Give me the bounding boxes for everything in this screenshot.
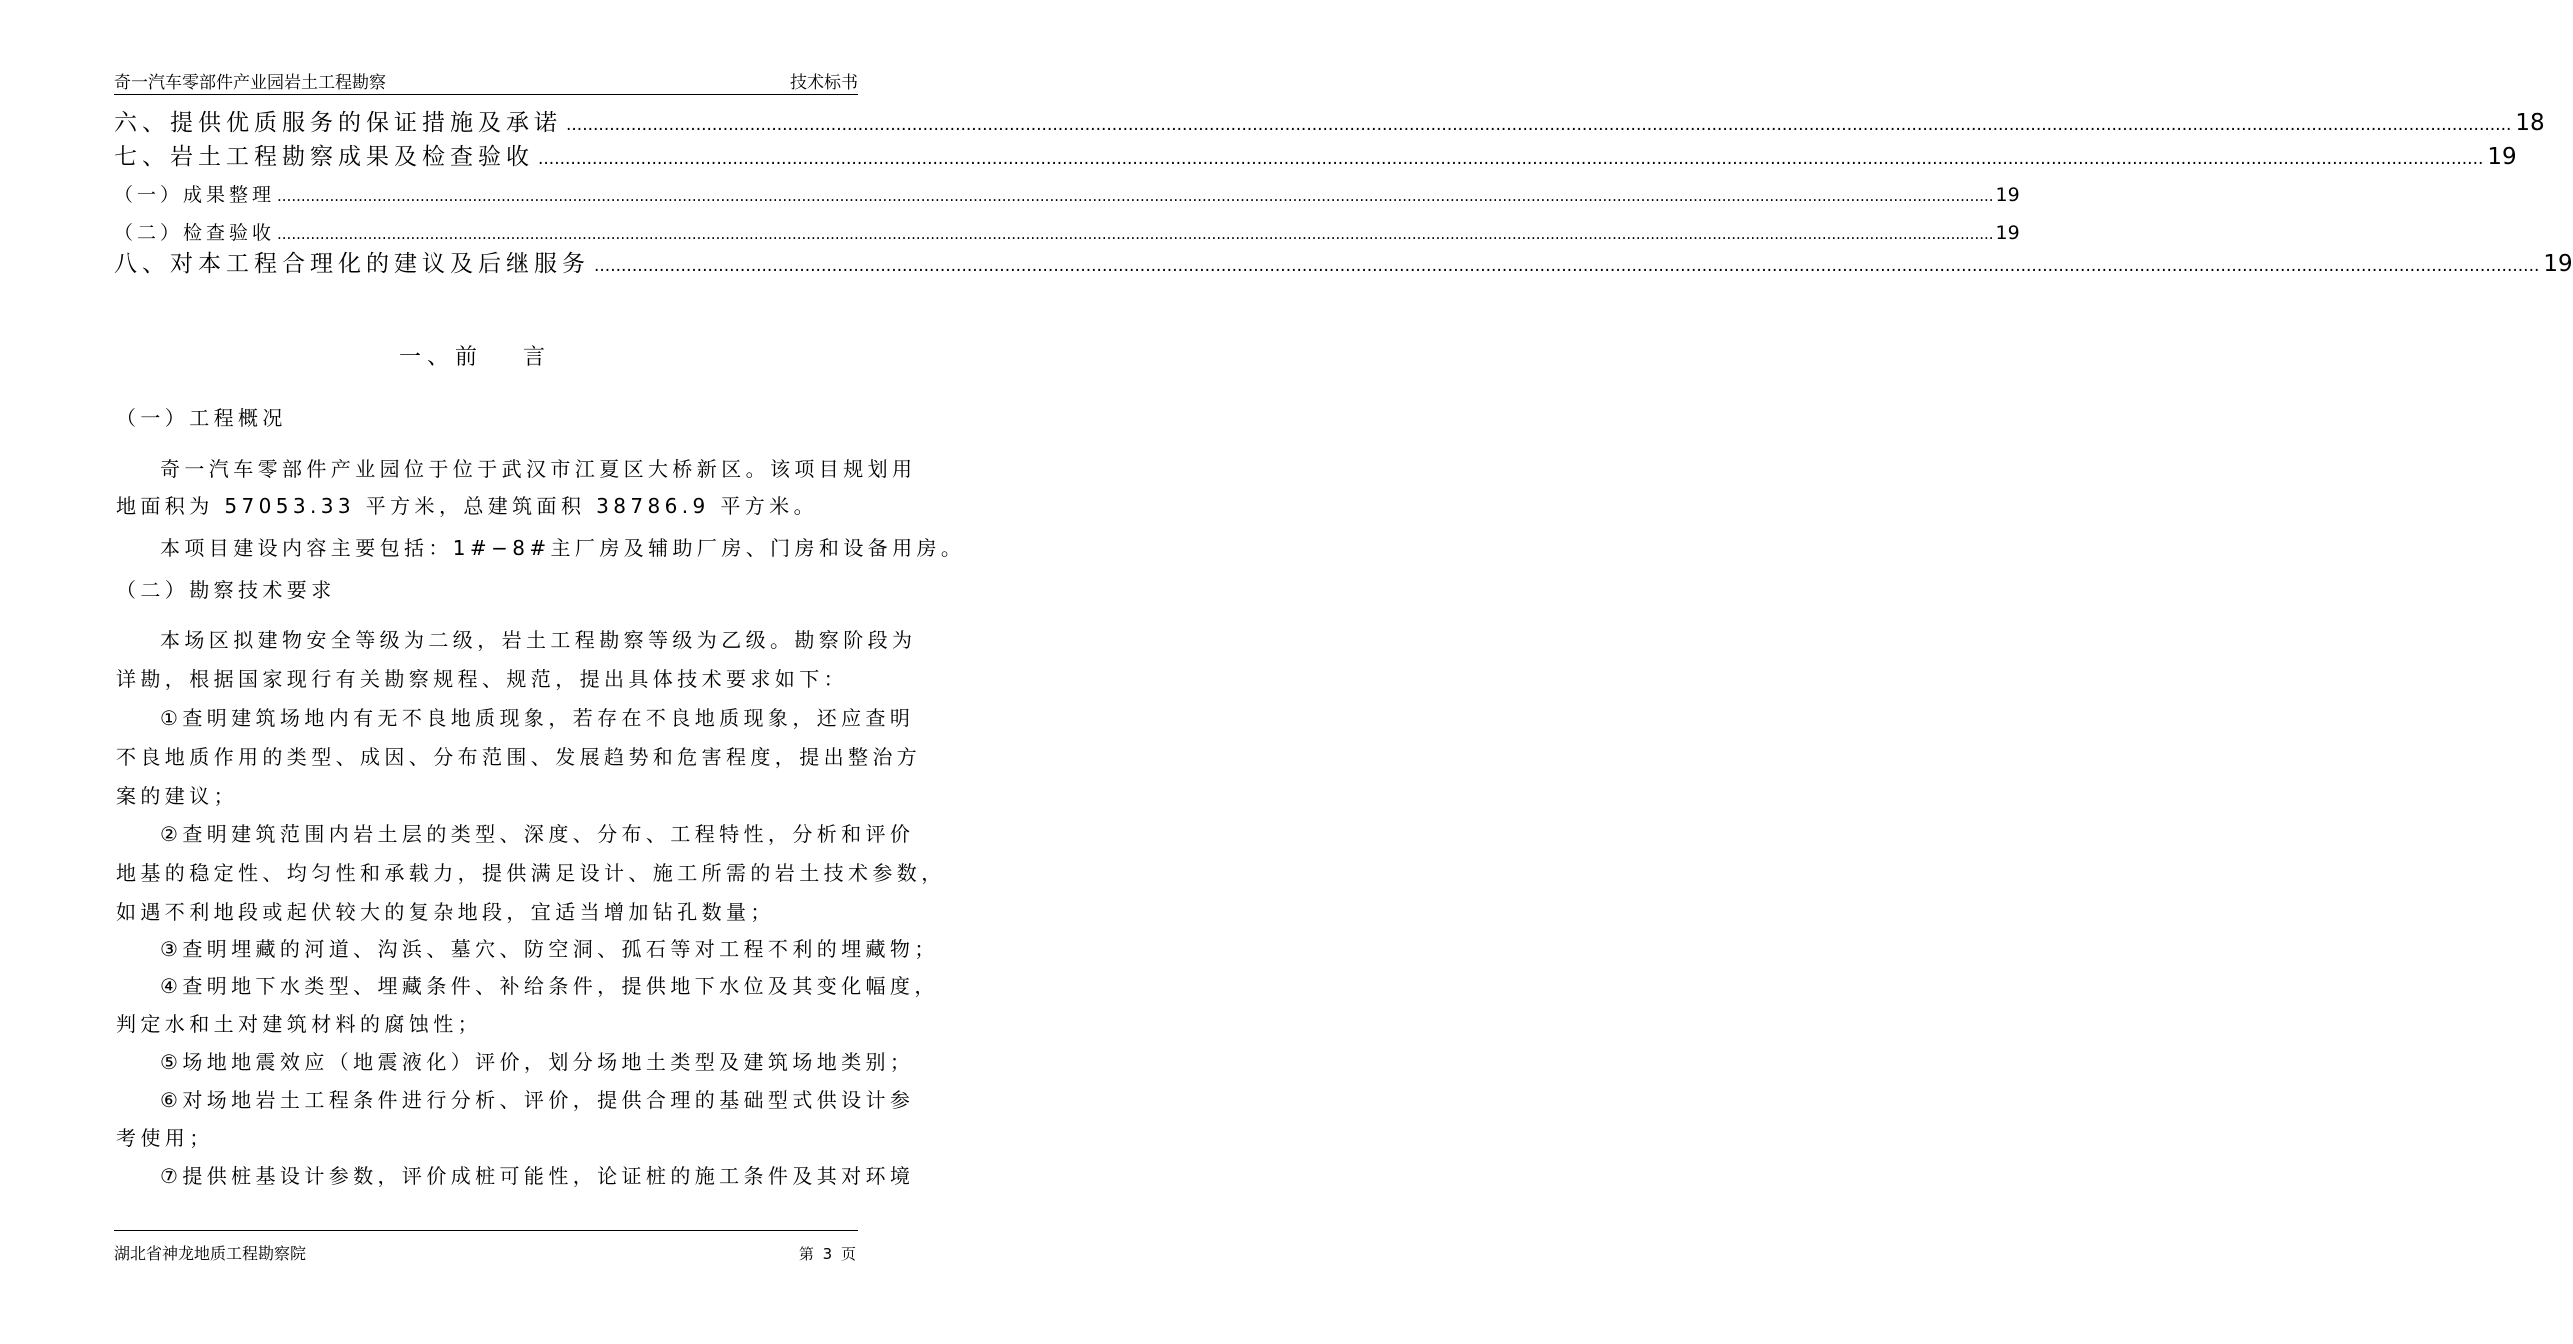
section-title-word: 言 — [523, 345, 552, 370]
header-doc-type: 技术标书 — [790, 73, 858, 93]
page-footer — [114, 1230, 858, 1261]
section-title — [0, 340, 950, 371]
list-item-line: ①查明建筑场地内有无不良地质现象，若存在不良地质现象，还应查明 — [160, 706, 915, 730]
footer-page-number: 第 3 页 — [798, 1245, 858, 1263]
toc-entry — [114, 245, 2573, 278]
list-item-line: ⑤场地地震效应（地震液化）评价，划分场地土类型及建筑场地类别； — [160, 1050, 915, 1074]
toc-entry — [114, 180, 2020, 207]
list-item-line: ⑥对场地岩土工程条件进行分析、评价，提供合理的基础型式供设计参 — [160, 1088, 915, 1112]
toc-entry-page: 19 — [1995, 184, 2020, 206]
toc-leader-dots — [277, 187, 1994, 205]
list-item-line: 地基的稳定性、均匀性和承载力，提供满足设计、施工所需的岩土技术参数， — [116, 861, 946, 885]
list-item-line: 判定水和土对建筑材料的腐蚀性； — [116, 1012, 482, 1036]
footer-org: 湖北省神龙地质工程勘察院 — [114, 1244, 307, 1263]
toc-entry-page: 19 — [2487, 144, 2517, 170]
toc-entry — [114, 218, 2020, 245]
list-item-line: ⑦提供桩基设计参数，评价成桩可能性，论证桩的施工条件及其对环境 — [160, 1164, 915, 1188]
page-header — [114, 60, 858, 95]
toc-leader-dots — [538, 149, 2483, 169]
subsection-heading: （一）工程概况 — [116, 406, 287, 430]
toc-entry — [114, 104, 2545, 137]
toc-entry-text: （一）成果整理 — [114, 184, 276, 206]
paragraph-line: 详勘，根据国家现行有关勘察规程、规范，提出具体技术要求如下： — [116, 667, 848, 691]
toc-leader-dots — [277, 225, 1994, 243]
toc-leader-dots — [566, 115, 2511, 135]
toc-entry-page: 19 — [2543, 251, 2573, 277]
toc-leader-dots — [594, 256, 2539, 276]
list-item-line: ④查明地下水类型、埋藏条件、补给条件，提供地下水位及其变化幅度， — [160, 974, 939, 998]
section-title-number: 一、前 — [398, 345, 483, 370]
toc-entry-page: 18 — [2515, 110, 2545, 136]
list-item-line: ③查明埋藏的河道、沟浜、墓穴、防空洞、孤石等对工程不利的埋藏物； — [160, 937, 939, 961]
paragraph-line: 地面积为 57053.33 平方米，总建筑面积 38786.9 平方米。 — [116, 494, 818, 518]
list-item-line: 案的建议； — [116, 784, 238, 808]
paragraph-line: 本场区拟建物安全等级为二级，岩土工程勘察等级为乙级。勘察阶段为 — [160, 628, 917, 652]
list-item-line: 如遇不利地段或起伏较大的复杂地段，宜适当增加钻孔数量； — [116, 900, 775, 924]
list-item-line: ②查明建筑范围内岩土层的类型、深度、分布、工程特性，分析和评价 — [160, 822, 915, 846]
toc-entry-text: 七、岩土工程勘察成果及检查验收 — [114, 144, 534, 170]
toc-entry-text: （二）检查验收 — [114, 222, 276, 244]
toc-entry-page: 19 — [1995, 222, 2020, 244]
paragraph-line: 奇一汽车零部件产业园位于位于武汉市江夏区大桥新区。该项目规划用 — [160, 457, 917, 481]
list-item-line: 考使用； — [116, 1126, 214, 1150]
subsection-heading: （二）勘察技术要求 — [116, 578, 336, 602]
toc-entry — [114, 138, 2517, 171]
toc-entry-text: 八、对本工程合理化的建议及后继服务 — [114, 251, 590, 277]
header-project-title: 奇一汽车零部件产业园岩土工程勘察 — [114, 73, 386, 93]
paragraph-line: 本项目建设内容主要包括：1#−8#主厂房及辅助厂房、门房和设备用房。 — [160, 536, 966, 560]
toc-entry-text: 六、提供优质服务的保证措施及承诺 — [114, 110, 562, 136]
list-item-line: 不良地质作用的类型、成因、分布范围、发展趋势和危害程度，提出整治方 — [116, 745, 922, 769]
